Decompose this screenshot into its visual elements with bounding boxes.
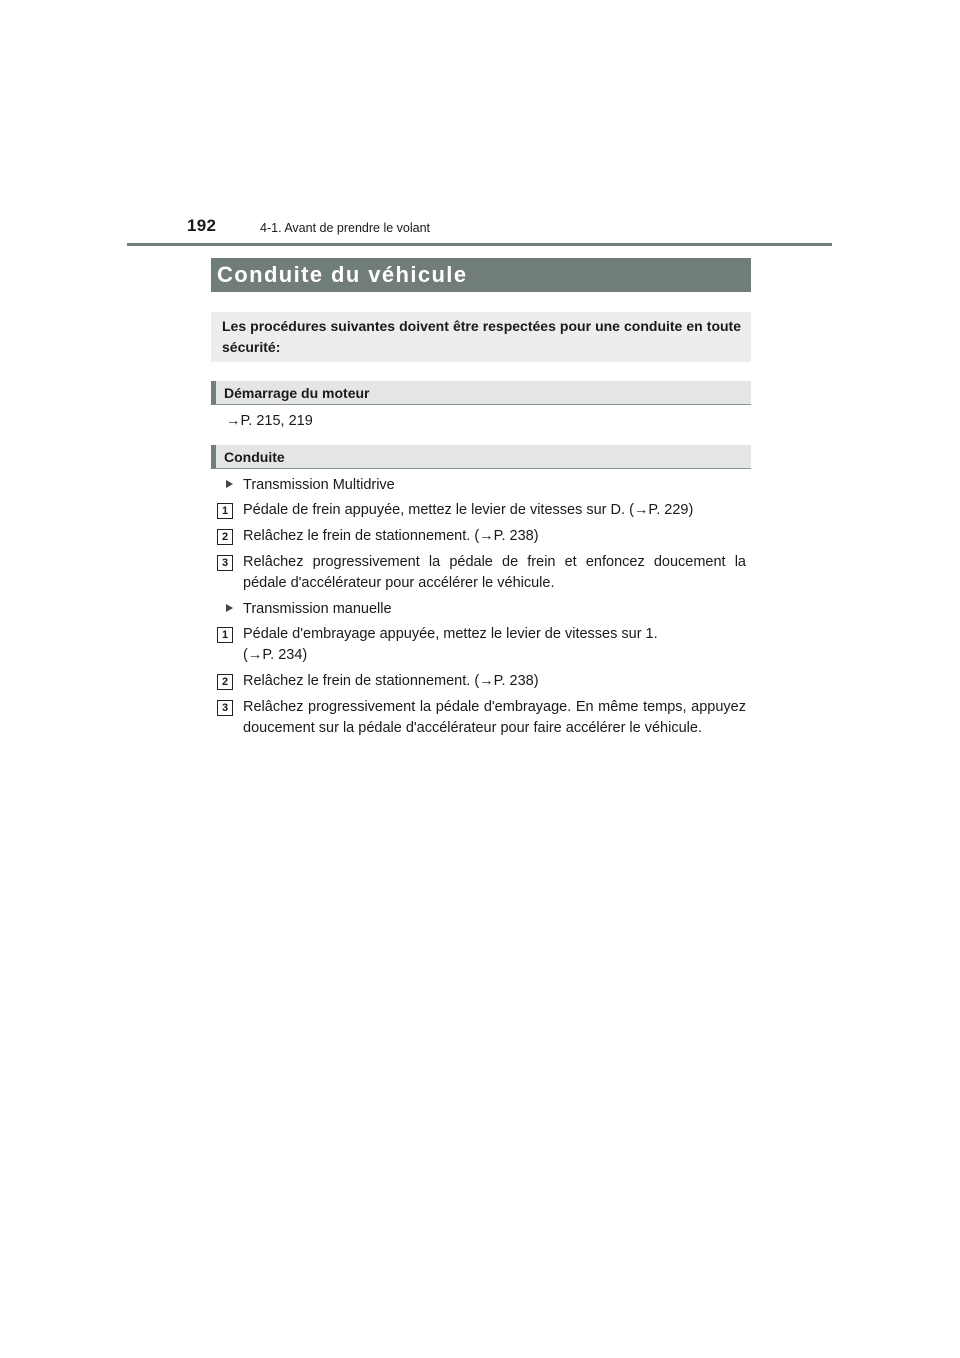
triangle-bullet-icon <box>226 604 233 612</box>
subheading-driving: Conduite <box>211 445 751 469</box>
intro-text: Les procédures suivantes doivent être respectées pour une conduite en toute sécurité: <box>222 318 741 355</box>
step-number-badge: 1 <box>217 627 233 643</box>
step-text <box>243 624 746 666</box>
group-multidrive <box>226 475 395 496</box>
step-text: Relâchez le frein de stationnement. (→P. 238) <box>243 528 539 544</box>
page-title: Conduite du véhicule <box>211 258 751 292</box>
subheading-engine-start: Démarrage du moteur <box>211 381 751 405</box>
step-number-badge: 1 <box>217 503 233 519</box>
group-label: Transmission Multidrive <box>243 477 395 493</box>
step-text: Relâchez le frein de stationnement. (→P. 238) <box>243 673 539 689</box>
step-number-badge: 3 <box>217 700 233 716</box>
step-text: Relâchez progressivement la pédale d'embrayage. En même temps, appuyez doucement sur la pédale d'accélérateur pour faire accélérer le véhicule. <box>243 699 746 736</box>
step-text: Pédale de frein appuyée, mettez le levier de vitesses sur D. (→P. 229) <box>243 502 694 518</box>
header-divider <box>127 243 832 246</box>
page-reference: →P. 215, 219 <box>226 413 313 429</box>
group-label: Transmission manuelle <box>243 601 392 617</box>
step-number-badge: 2 <box>217 674 233 690</box>
step-number-badge: 2 <box>217 529 233 545</box>
chapter-label: 4-1. Avant de prendre le volant <box>260 221 431 235</box>
step-text-ref: (→P. 234) <box>243 647 308 663</box>
step-text: Relâchez progressivement la pédale de frein et enfoncez doucement la pédale d'accélérateur pour accélérer le véhicule. <box>243 554 746 591</box>
triangle-bullet-icon <box>226 480 233 488</box>
group-manual <box>226 599 392 620</box>
intro-box <box>211 312 751 362</box>
page-number: 192 <box>187 216 217 235</box>
step-text-line: Pédale d'embrayage appuyée, mettez le levier de vitesses sur 1. <box>243 626 658 642</box>
step-number-badge: 3 <box>217 555 233 571</box>
